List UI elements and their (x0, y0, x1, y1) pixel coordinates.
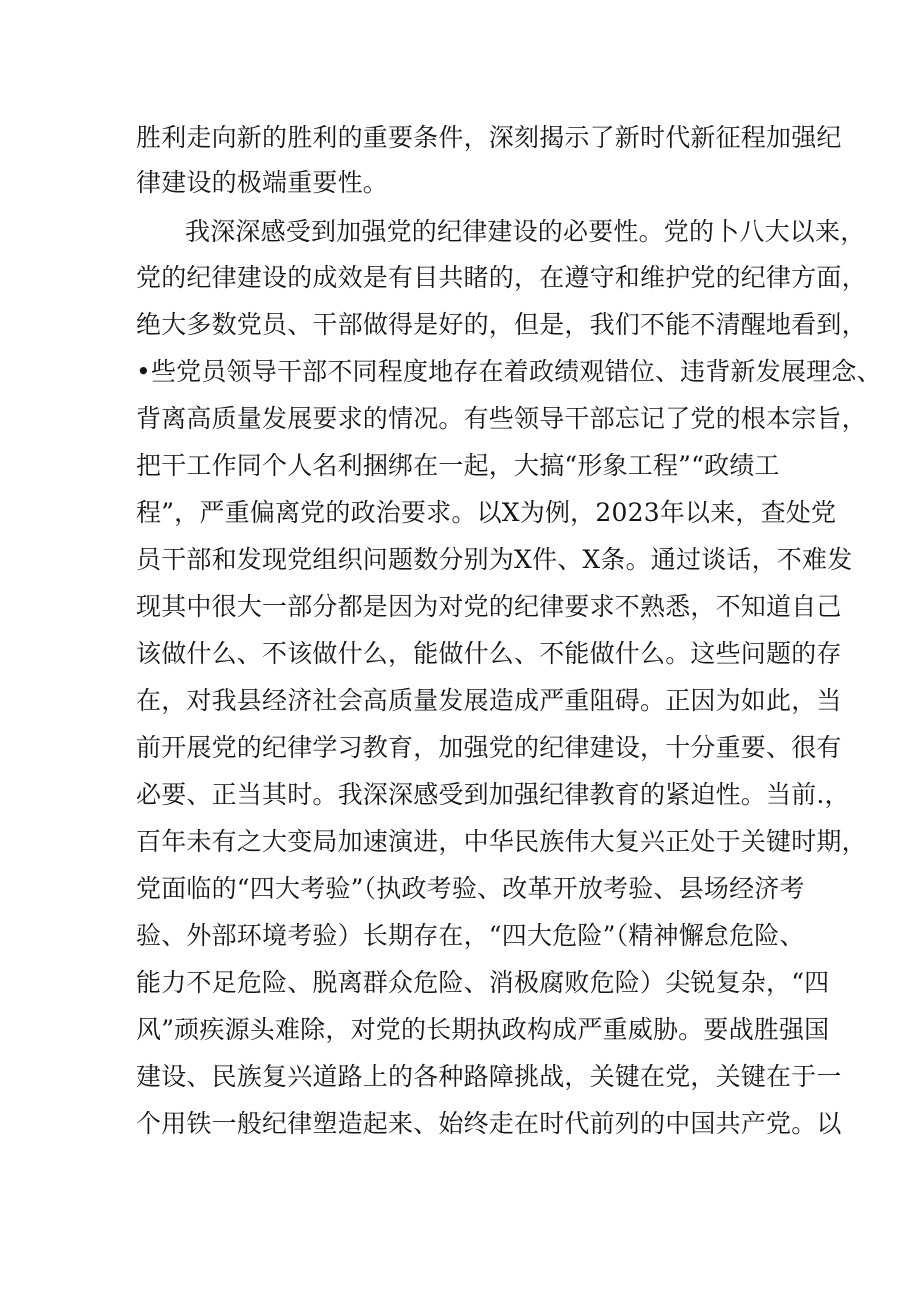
text-line: 在，对我县经济社会高质量发展造成严重阻碍。正因为如此，当 (136, 686, 842, 715)
text-line: 该做什么、不该做什么，能做什么、不能做什么。这些问题的存 (136, 639, 842, 668)
text-line: 绝大多数党员、干部做得是好的，但是，我们不能不清醒地看到， (136, 310, 867, 339)
text-line: •些党员领导干部不同程度地存在着政绩观错位、违背新发展理念、 (136, 357, 882, 386)
text-line: 个用铁一般纪律塑造起来、始终走在时代前列的中国共产党。以 (136, 1109, 842, 1138)
text-line: 胜利走向新的胜利的重要条件，深刻揭示了新时代新征程加强纪 (136, 123, 842, 152)
text-line: 律建设的极端重要性。 (136, 168, 389, 197)
text-line: 员干部和发现党组织问题数分别为X件、X条。通过谈话，不难发 (136, 545, 853, 574)
paragraph-start-line: 我深深感受到加强党的纪律建设的必要性。党的卜八大以来， (185, 217, 866, 246)
text-line: 党面临的“四大考验”（执政考验、改革开放考验、县场经济考 (136, 874, 805, 903)
text-line: 验、外部环境考验）长期存在，“四大危险”（精神懈怠危险、 (136, 921, 805, 950)
text-line: 程”，严重偏离党的政治要求。以X为例，2023年以来，查处党 (136, 498, 837, 527)
text-line: 把干工作同个人名利捆绑在一起，大搞“形象工程”“政绩工 (136, 451, 780, 480)
text-line: 能力不足危险、脱离群众危险、消极腐败危险）尖锐复杂，“四 (136, 968, 830, 997)
text-line: 风”顽疾源头难除，对党的长期执政构成严重威胁。要战胜强国 (136, 1015, 830, 1044)
text-line: 党的纪律建设的成效是有目共睹的，在遵守和维护党的纪律方面， (136, 263, 867, 292)
text-line: 现其中很大一部分都是因为对党的纪律要求不熟悉，不知道自己 (136, 592, 842, 621)
text-line: 前开展党的纪律学习教育，加强党的纪律建设，十分重要、很有 (136, 733, 842, 762)
text-line: 必要、正当其时。我深深感受到加强纪律教育的紧迫性。当前.， (136, 780, 850, 809)
text-line: 百年未有之大变局加速演进，中华民族伟大复兴正处于关键时期， (136, 827, 867, 856)
text-line: 建设、民族复兴道路上的各种路障挑战，关键在党，关键在于一 (136, 1062, 842, 1091)
text-line: 背离高质量发展要求的情况。有些领导干部忘记了党的根本宗旨， (136, 404, 867, 433)
